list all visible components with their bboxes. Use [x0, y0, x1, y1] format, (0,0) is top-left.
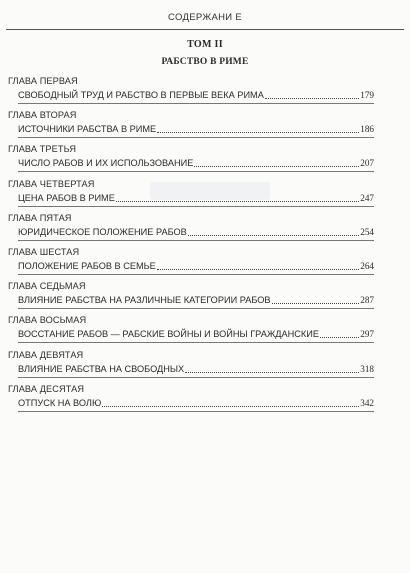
entry-rule: [18, 342, 374, 343]
chapter-label: ГЛАВА ЧЕТВЕРТАЯ: [8, 178, 95, 189]
volume-subtitle: РАБСТВО В РИМЕ: [161, 57, 249, 67]
header-rule: [6, 29, 404, 30]
toc-entry[interactable]: [18, 124, 374, 135]
dot-leader: [188, 235, 359, 236]
page-number: 342: [360, 397, 374, 408]
toc-chapter-4: [0, 179, 410, 213]
entry-rule: [18, 377, 374, 378]
entry-title: ОТПУСК НА ВОЛЮ: [18, 397, 102, 408]
toc-entry[interactable]: [18, 227, 374, 238]
page-number: 297: [360, 329, 374, 340]
entry-title: ПОЛОЖЕНИЕ РАБОВ В СЕМЬЕ: [18, 260, 156, 271]
entry-title: ЧИСЛО РАБОВ И ИХ ИСПОЛЬЗОВАНИЕ: [18, 158, 194, 169]
chapter-label: ГЛАВА ВТОРАЯ: [8, 110, 77, 121]
chapter-label: ГЛАВА ДЕСЯТАЯ: [8, 383, 85, 394]
dot-leader: [194, 166, 359, 167]
page-number: 287: [360, 295, 374, 306]
chapter-label: ГЛАВА ПЯТАЯ: [8, 212, 72, 223]
page-number: 179: [360, 90, 374, 100]
dot-leader: [320, 337, 359, 338]
page-number: 207: [360, 158, 374, 169]
chapter-label: ГЛАВА ДЕВЯТАЯ: [8, 349, 84, 360]
entry-rule: [18, 137, 374, 138]
toc-chapter-9: [0, 350, 410, 384]
entry-title: ИСТОЧНИКИ РАБСТВА В РИМЕ: [18, 124, 157, 135]
toc-entry[interactable]: [18, 193, 374, 204]
entry-rule: [18, 411, 374, 412]
chapter-label: ГЛАВА ВОСЬМАЯ: [8, 315, 87, 326]
entry-rule: [18, 240, 374, 241]
entry-title: ВОССТАНИЕ РАБОВ — РАБСКИЕ ВОЙНЫ И ВОЙНЫ ГРАЖДАНСКИЕ: [18, 329, 320, 340]
chapter-label: ГЛАВА ШЕСТАЯ: [8, 246, 80, 257]
toc-entry[interactable]: [18, 261, 374, 272]
dot-leader: [265, 98, 359, 99]
toc-entry[interactable]: [18, 364, 374, 375]
toc-chapter-2: [0, 110, 410, 144]
dot-leader: [157, 132, 359, 133]
chapter-label: ГЛАВА ТРЕТЬЯ: [8, 144, 77, 155]
entry-title: ЮРИДИЧЕСКОЕ ПОЛОЖЕНИЕ РАБОВ: [18, 226, 187, 237]
toc-entry[interactable]: [18, 398, 374, 409]
toc-chapter-1: [0, 76, 410, 110]
dot-leader: [272, 303, 360, 304]
entry-title: ВЛИЯНИЕ РАБСТВА НА РАЗЛИЧНЫЕ КАТЕГОРИИ РАБОВ: [18, 295, 271, 306]
toc-chapter-5: [0, 213, 410, 247]
table-of-contents: [0, 76, 410, 418]
toc-entry[interactable]: [18, 90, 374, 101]
page-number: 247: [360, 192, 374, 203]
toc-chapter-3: [0, 144, 410, 178]
dot-leader: [157, 269, 359, 270]
toc-entry[interactable]: [18, 158, 374, 169]
volume-title: ТОМ II: [187, 39, 223, 50]
toc-chapter-6: [0, 247, 410, 281]
page-number: 186: [360, 124, 374, 135]
toc-chapter-10: [0, 384, 410, 418]
dot-leader: [116, 201, 359, 202]
dot-leader: [185, 372, 359, 373]
entry-title: ВЛИЯНИЕ РАБСТВА НА СВОБОДНЫХ: [18, 363, 185, 374]
entry-rule: [18, 308, 374, 309]
running-head: СОДЕРЖАНИ Е: [168, 12, 242, 23]
entry-rule: [18, 274, 374, 275]
entry-title: СВОБОДНЫЙ ТРУД И РАБСТВО В ПЕРВЫЕ ВЕКА РИМА: [18, 90, 264, 100]
toc-entry[interactable]: [18, 295, 374, 306]
toc-entry[interactable]: [18, 329, 374, 340]
chapter-label: ГЛАВА ПЕРВАЯ: [8, 76, 78, 86]
toc-chapter-7: [0, 281, 410, 315]
entry-rule: [18, 103, 374, 104]
page-number: 318: [360, 363, 374, 374]
chapter-label: ГЛАВА СЕДЬМАЯ: [8, 281, 86, 292]
toc-chapter-8: [0, 315, 410, 349]
page-number: 254: [360, 226, 374, 237]
entry-title: ЦЕНА РАБОВ В РИМЕ: [18, 192, 115, 203]
entry-rule: [18, 206, 374, 207]
dot-leader: [102, 406, 359, 407]
page-number: 264: [360, 260, 374, 271]
entry-rule: [18, 171, 374, 172]
